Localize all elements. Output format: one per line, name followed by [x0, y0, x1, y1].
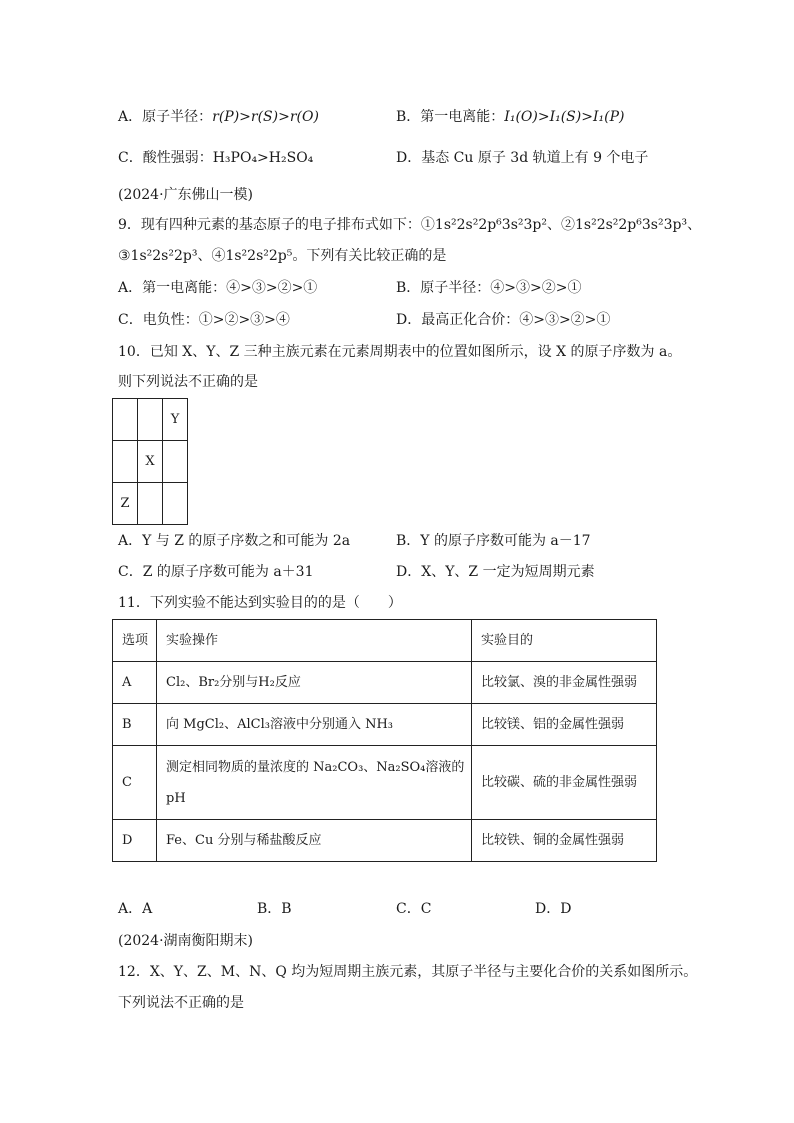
grid-row	[113, 399, 188, 441]
q8-option-c-formula: H₃PO₄>H₂SO₄	[212, 150, 314, 166]
q12-stem-line1: 12．X、Y、Z、M、N、Q 均为短周期主族元素，其原子半径与主要化合价的关系如图所示。	[118, 964, 698, 980]
q9-option-d: D．最高正化合价：④>③>②>①	[396, 312, 611, 328]
q10-option-b: B．Y 的原子序数可能为 a－17	[396, 533, 591, 549]
grid-cell-x: X	[138, 441, 163, 483]
q10-stem-line1: 10．已知 X、Y、Z 三种主族元素在元素周期表中的位置如图所示，设 X 的原子序数为 a。	[118, 344, 682, 360]
grid-row	[113, 441, 188, 483]
table-row	[113, 746, 657, 820]
header-operation: 实验操作	[157, 620, 472, 662]
row-operation-line1: 测定相同物质的量浓度的 Na₂CO₃、Na₂SO₄溶液的	[166, 759, 465, 775]
row-option: B	[113, 704, 157, 746]
grid-cell-z: Z	[113, 483, 138, 525]
q9-config-4: ④1s²2s²2p⁵	[211, 248, 293, 264]
row-purpose: 比较碳、硫的非金属性强弱	[472, 746, 657, 820]
q11-option-b: B．B	[257, 901, 292, 917]
table-row	[113, 662, 657, 704]
q9-stem-line2	[118, 246, 446, 266]
q9-stem-tail: 。下列有关比较正确的是	[292, 248, 447, 264]
row-operation	[157, 746, 472, 820]
q10-option-a: A．Y 与 Z 的原子序数之和可能为 2a	[118, 533, 351, 549]
row-purpose: 比较镁、铝的金属性强弱	[472, 704, 657, 746]
q11-option-a: A．A	[118, 901, 153, 917]
q9-stem-line1	[118, 215, 701, 235]
row-operation: Fe、Cu 分别与稀盐酸反应	[157, 820, 472, 862]
table-row	[113, 704, 657, 746]
table-row	[113, 820, 657, 862]
header-option: 选项	[113, 620, 157, 662]
grid-cell	[113, 399, 138, 441]
q8-option-a	[118, 107, 319, 127]
row-purpose: 比较铁、铜的金属性强弱	[472, 820, 657, 862]
grid-cell-y: Y	[163, 399, 188, 441]
grid-cell	[138, 399, 163, 441]
q8-option-a-formula: r(P)>r(S)>r(O)	[212, 109, 319, 125]
q11-stem: 11．下列实验不能达到实验目的的是（ ）	[118, 595, 402, 611]
row-option: D	[113, 820, 157, 862]
source-note-1: (2024·广东佛山一模)	[118, 187, 254, 203]
q9-config-1: ①1s²2s²2p⁶3s²3p²	[420, 217, 547, 233]
q8-option-c-label: C．酸性强弱：	[118, 150, 213, 166]
q10-stem-line2: 则下列说法不正确的是	[118, 374, 258, 390]
q8-option-b	[396, 107, 624, 127]
q9-sep-2: 、	[687, 217, 702, 233]
q9-config-2: ②1s²2s²2p⁶3s²3p³	[560, 217, 688, 233]
row-option: C	[113, 746, 157, 820]
row-purpose: 比较氯、溴的非金属性强弱	[472, 662, 657, 704]
header-purpose: 实验目的	[472, 620, 657, 662]
q12-stem-line2: 下列说法不正确的是	[118, 995, 244, 1011]
q9-option-b: B．原子半径：④>③>②>①	[396, 280, 582, 296]
row-operation-line2: pH	[166, 790, 186, 806]
grid-cell	[163, 441, 188, 483]
grid-row	[113, 483, 188, 525]
q9-sep-1: 、	[546, 217, 561, 233]
q9-option-c: C．电负性：①>②>③>④	[118, 312, 290, 328]
row-operation: Cl₂、Br₂分别与H₂反应	[157, 662, 472, 704]
grid-cell	[113, 441, 138, 483]
grid-cell	[138, 483, 163, 525]
row-option: A	[113, 662, 157, 704]
q8-option-b-formula: I₁(O)>I₁(S)>I₁(P)	[504, 109, 625, 125]
grid-cell	[163, 483, 188, 525]
q11-option-d: D．D	[535, 901, 572, 917]
q8-option-d: D．基态 Cu 原子 3d 轨道上有 9 个电子	[396, 150, 649, 166]
q9-stem-head: 9．现有四种元素的基态原子的电子排布式如下：	[118, 217, 421, 233]
q11-option-c: C．C	[396, 901, 432, 917]
q9-config-3: ③1s²2s²2p³	[118, 248, 198, 264]
experiment-table	[112, 619, 657, 862]
periodic-table-grid	[112, 398, 188, 525]
q8-option-b-label: B．第一电离能：	[396, 109, 505, 125]
q10-option-c: C．Z 的原子序数可能为 a＋31	[118, 564, 314, 580]
q8-option-c	[118, 148, 313, 168]
table-header-row	[113, 620, 657, 662]
row-operation: 向 MgCl₂、AlCl₃溶液中分别通入 NH₃	[157, 704, 472, 746]
q8-option-a-label: A．原子半径：	[118, 109, 213, 125]
q9-sep-3: 、	[197, 248, 212, 264]
q10-option-d: D．X、Y、Z 一定为短周期元素	[396, 564, 595, 580]
q9-option-a: A．第一电离能：④>③>②>①	[118, 280, 318, 296]
source-note-2: (2024·湖南衡阳期末)	[118, 933, 254, 949]
